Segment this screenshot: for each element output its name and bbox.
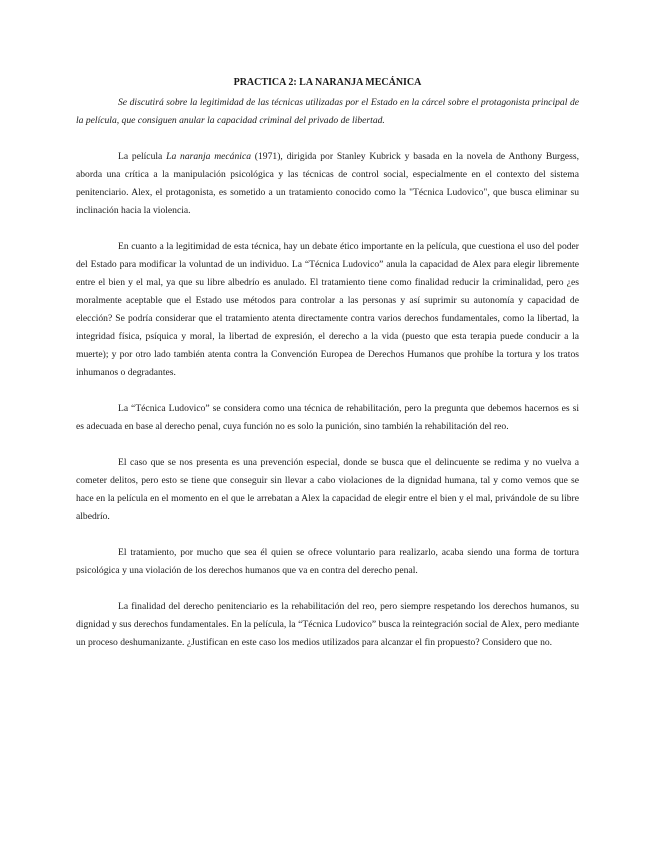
paragraph-1-after: (1971), dirigida por Stanley Kubrick y basada en la novela de Anthony Burgess, aborda una crítica a la manipulación psicológica y las técnicas de control social, especialmente en el contexto del sistema penitenciario. Alex, el protagonista, es sometido a un tratamiento conocido como la "Técnica Ludovico", que busca eliminar su inclinación hacia la violencia. — [76, 151, 579, 216]
paragraph-3: La “Técnica Ludovico” se considera como una técnica de rehabilitación, pero la pregunta que debemos hacernos es si es adecuada en base al derecho penal, cuya función no es solo la punición, sino también la rehabilitación del reo. — [76, 403, 579, 432]
paragraph-1-before: La película — [118, 151, 167, 162]
intro-paragraph: Se discutirá sobre la legitimidad de las técnicas utilizadas por el Estado en la cárcel sobre el protagonista principal de la película, que consiguen anular la capacidad criminal del privado de libertad. — [76, 97, 579, 126]
paragraph-5: El tratamiento, por mucho que sea él quien se ofrece voluntario para realizarlo, acaba siendo una forma de tortura psicológica y una violación de los derechos humanos que va en contra del derecho penal. — [76, 547, 579, 576]
paragraph-2: En cuanto a la legitimidad de esta técnica, hay un debate ético importante en la película, que cuestiona el uso del poder del Estado para modificar la voluntad de un individuo. La “Técnica Ludovico” anula la capacidad de Alex para elegir libremente entre el bien y el mal, ya que su libre albedrío es anulado. El tratamiento tiene como finalidad reducir la criminalidad, pero ¿es moralmente aceptable que el Estado use métodos para controlar a las personas y así suprimir su autonomía y capacidad de elección? Se podría considerar que el tratamiento atenta directamente contra varios derechos fundamentales, como la libertad, la integridad física, psíquica y moral, la libertad de expresión, el derecho a la vida (puesto que esta terapia puede conducir a la muerte); y por otro lado también atenta contra la Convención Europea de Derechos Humanos que prohíbe la tortura y los tratos inhumanos o degradantes. — [76, 241, 579, 378]
film-title: La naranja mecánica — [166, 151, 251, 162]
document-body — [76, 74, 579, 670]
paragraph-4: El caso que se nos presenta es una prevención especial, donde se busca que el delincuente se redima y no vuelva a cometer delitos, pero esto se tiene que conseguir sin llevar a cabo violaciones de la dignidad humana, tal y como vemos que se hace en la película en el momento en el que le arrebatan a Alex la capacidad de elegir entre el bien y el mal, privándole de su libre albedrío. — [76, 457, 579, 522]
paragraph-1 — [76, 148, 579, 220]
document-title: PRACTICA 2: LA NARANJA MECÁNICA — [233, 77, 422, 88]
paragraph-6: La finalidad del derecho penitenciario es la rehabilitación del reo, pero siempre respetando los derechos humanos, su dignidad y sus derechos fundamentales. En la película, la “Técnica Ludovico” busca la reintegración social de Alex, pero mediante un proceso deshumanizante. ¿Justifican en este caso los medios utilizados para alcanzar el fin propuesto? Considero que no. — [76, 601, 579, 648]
